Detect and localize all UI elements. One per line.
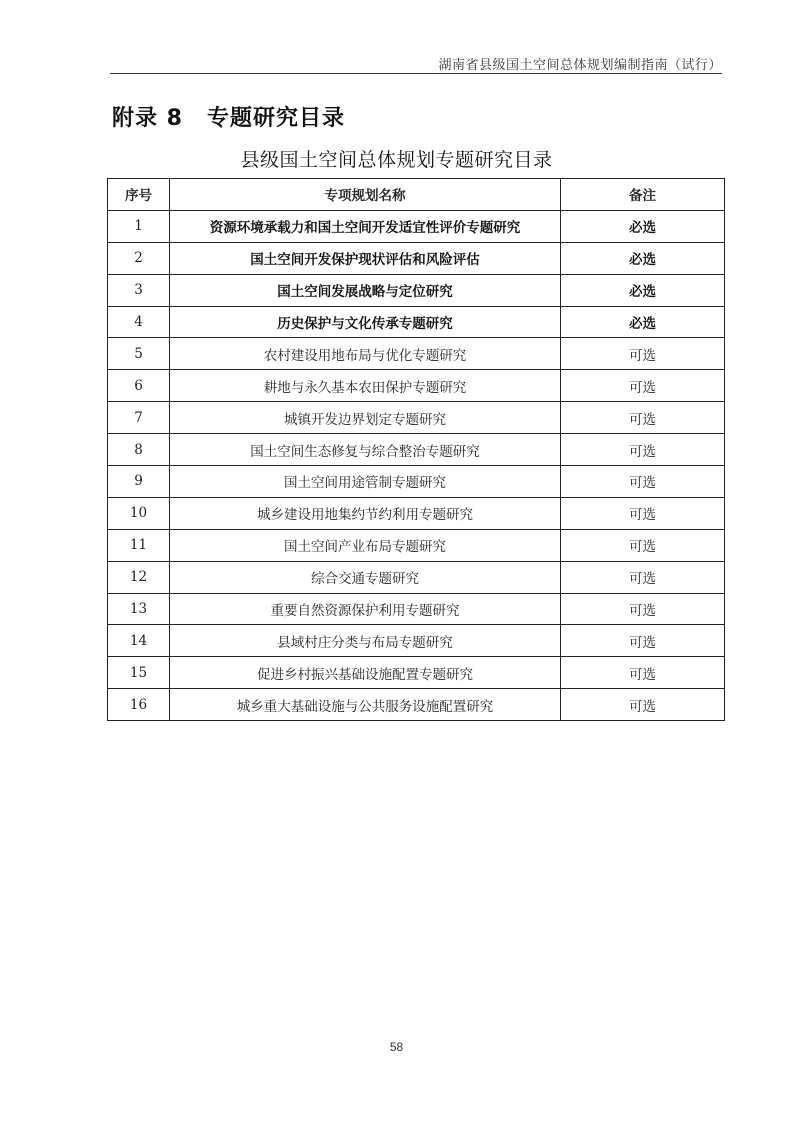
row-note-cell: 必选	[561, 274, 725, 306]
row-name-cell: 国土空间产业布局专题研究	[170, 529, 561, 561]
row-name-cell: 国土空间发展战略与定位研究	[170, 274, 561, 306]
row-number-cell: 4	[108, 306, 170, 338]
table-row	[108, 625, 725, 657]
table-row	[108, 402, 725, 434]
row-note-cell: 可选	[561, 593, 725, 625]
table-caption: 县级国土空间总体规划专题研究目录	[240, 149, 553, 171]
row-number-cell: 14	[108, 625, 170, 657]
row-number-cell: 12	[108, 561, 170, 593]
row-name-cell: 历史保护与文化传承专题研究	[170, 306, 561, 338]
running-header: 湖南省县级国土空间总体规划编制指南（试行）	[438, 58, 722, 73]
row-note-cell: 可选	[561, 466, 725, 498]
column-header-number: 序号	[108, 179, 170, 211]
research-catalog-table	[107, 178, 725, 721]
table-row	[108, 689, 725, 721]
row-number-cell: 13	[108, 593, 170, 625]
table-row	[108, 370, 725, 402]
row-note-cell: 可选	[561, 561, 725, 593]
table-row	[108, 466, 725, 498]
row-note-cell: 可选	[561, 402, 725, 434]
row-note-cell: 可选	[561, 370, 725, 402]
row-number-cell: 3	[108, 274, 170, 306]
column-header-name: 专项规划名称	[170, 179, 561, 211]
table-row	[108, 274, 725, 306]
row-name-cell: 促进乡村振兴基础设施配置专题研究	[170, 657, 561, 689]
row-name-cell: 城镇开发边界划定专题研究	[170, 402, 561, 434]
row-name-cell: 城乡重大基础设施与公共服务设施配置研究	[170, 689, 561, 721]
row-name-cell: 重要自然资源保护利用专题研究	[170, 593, 561, 625]
row-number-cell: 1	[108, 210, 170, 242]
row-note-cell: 必选	[561, 306, 725, 338]
row-name-cell: 综合交通专题研究	[170, 561, 561, 593]
appendix-heading: 专题研究目录	[206, 106, 345, 131]
table-row	[108, 306, 725, 338]
row-number-cell: 9	[108, 466, 170, 498]
row-note-cell: 可选	[561, 657, 725, 689]
row-number-cell: 10	[108, 497, 170, 529]
row-note-cell: 可选	[561, 497, 725, 529]
row-number-cell: 8	[108, 434, 170, 466]
row-note-cell: 必选	[561, 242, 725, 274]
page-number: 58	[389, 1040, 404, 1054]
row-number-cell: 15	[108, 657, 170, 689]
appendix-number: 附录 8	[112, 106, 183, 131]
row-name-cell: 资源环境承载力和国土空间开发适宜性评价专题研究	[170, 210, 561, 242]
row-note-cell: 可选	[561, 434, 725, 466]
row-note-cell: 可选	[561, 625, 725, 657]
row-name-cell: 国土空间用途管制专题研究	[170, 466, 561, 498]
table-row	[108, 529, 725, 561]
row-name-cell: 国土空间生态修复与综合整治专题研究	[170, 434, 561, 466]
table-row	[108, 434, 725, 466]
row-name-cell: 农村建设用地布局与优化专题研究	[170, 338, 561, 370]
row-number-cell: 5	[108, 338, 170, 370]
row-name-cell: 县域村庄分类与布局专题研究	[170, 625, 561, 657]
row-number-cell: 6	[108, 370, 170, 402]
table-row	[108, 561, 725, 593]
row-number-cell: 16	[108, 689, 170, 721]
row-name-cell: 耕地与永久基本农田保护专题研究	[170, 370, 561, 402]
row-number-cell: 7	[108, 402, 170, 434]
table-row	[108, 242, 725, 274]
row-note-cell: 必选	[561, 210, 725, 242]
row-name-cell: 国土空间开发保护现状评估和风险评估	[170, 242, 561, 274]
row-number-cell: 11	[108, 529, 170, 561]
row-name-cell: 城乡建设用地集约节约利用专题研究	[170, 497, 561, 529]
row-number-cell: 2	[108, 242, 170, 274]
header-divider	[110, 73, 722, 74]
table-header-row	[108, 179, 725, 211]
column-header-note: 备注	[561, 179, 725, 211]
table-row	[108, 210, 725, 242]
table-row	[108, 497, 725, 529]
table-row	[108, 338, 725, 370]
table-row	[108, 593, 725, 625]
row-note-cell: 可选	[561, 338, 725, 370]
row-note-cell: 可选	[561, 689, 725, 721]
appendix-title	[112, 101, 345, 132]
row-note-cell: 可选	[561, 529, 725, 561]
table-body	[108, 210, 725, 720]
table-row	[108, 657, 725, 689]
